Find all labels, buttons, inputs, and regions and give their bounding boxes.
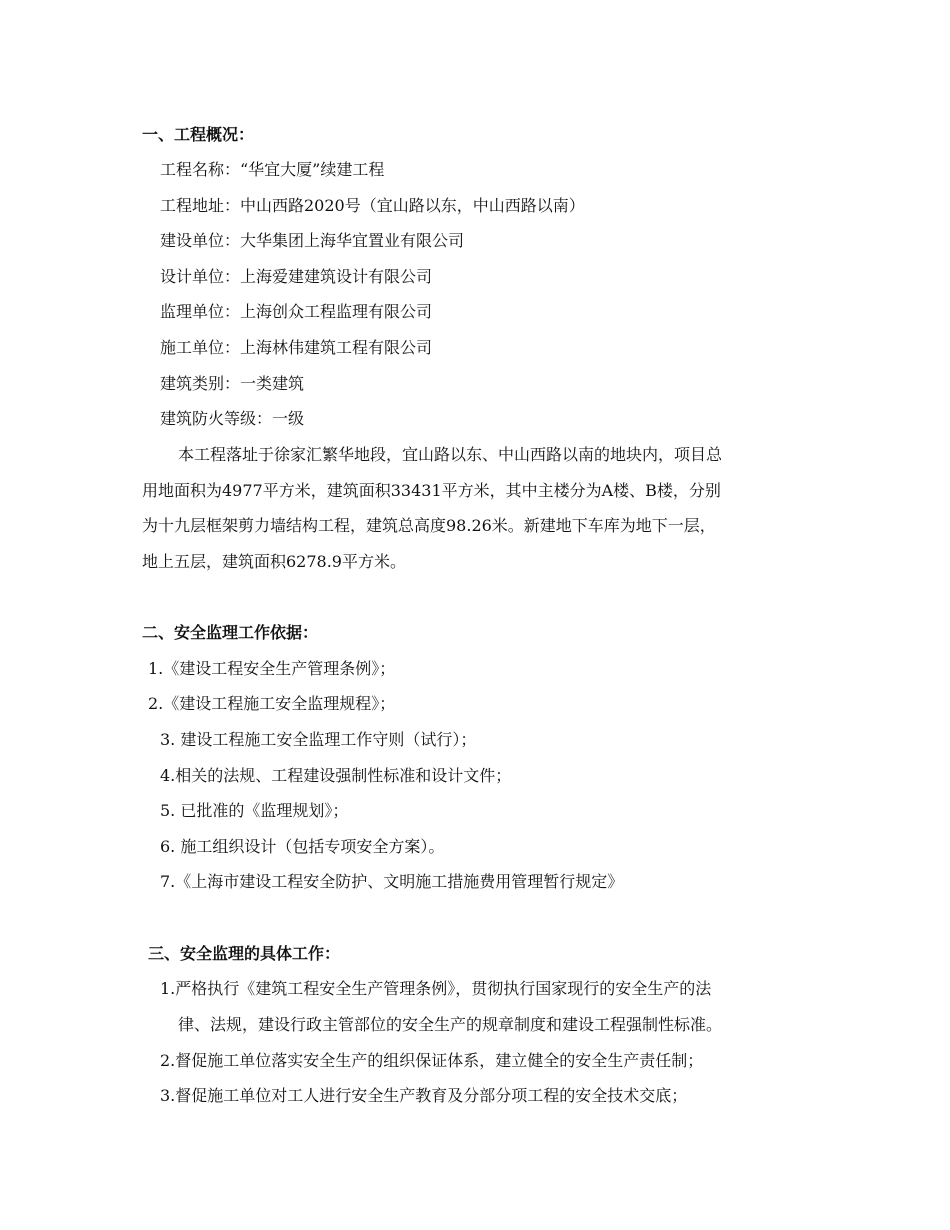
overview-paragraph-line: 用地面积为4977平方米，建筑面积33431平方米，其中主楼分为A楼、B楼，分别: [142, 481, 721, 500]
basis-list-item: 2.《建设工程施工安全监理规程》；: [148, 694, 396, 713]
work-list-item: 2.督促施工单位落实安全生产的组织保证体系，建立健全的安全生产责任制；: [160, 1051, 704, 1070]
overview-paragraph-line: 地上五层，建筑面积6278.9平方米。: [142, 552, 406, 571]
work-list-item: 1.严格执行《建筑工程安全生产管理条例》，贯彻执行国家现行的安全生产的法: [160, 979, 712, 998]
section-heading-basis: 二、安全监理工作依据：: [142, 623, 319, 642]
basis-list-item: 1.《建设工程安全生产管理条例》；: [148, 659, 396, 678]
field-owner: 建设单位：大华集团上海华宜置业有限公司: [160, 231, 465, 250]
field-fire-rating: 建筑防火等级：一级: [160, 409, 305, 428]
overview-paragraph-line: 为十九层框架剪力墙结构工程，建筑总高度98.26米。新建地下车库为地下一层，: [142, 516, 716, 535]
section-heading-overview: 一、工程概况：: [142, 125, 255, 144]
basis-list-item: 3. 建设工程施工安全监理工作守则（试行）；: [160, 730, 477, 749]
field-contractor: 施工单位：上海林伟建筑工程有限公司: [160, 338, 433, 357]
field-project-address: 工程地址：中山西路2020号（宜山路以东，中山西路以南）: [160, 196, 585, 215]
basis-list-item: 6. 施工组织设计（包括专项安全方案）。: [160, 837, 445, 856]
field-supervisor: 监理单位：上海创众工程监理有限公司: [160, 302, 433, 321]
field-project-name: 工程名称：“华宜大厦”续建工程: [160, 160, 385, 179]
work-list-item: 3.督促施工单位对工人进行安全生产教育及分部分项工程的安全技术交底；: [160, 1086, 688, 1105]
field-designer: 设计单位：上海爱建建筑设计有限公司: [160, 267, 433, 286]
work-list-item-continuation: 律、法规，建设行政主管部位的安全生产的规章制度和建设工程强制性标准。: [178, 1015, 723, 1034]
basis-list-item: 4.相关的法规、工程建设强制性标准和设计文件；: [160, 766, 512, 785]
overview-paragraph-line: 本工程落址于徐家汇繁华地段，宜山路以东、中山西路以南的地块内，项目总: [178, 445, 723, 464]
basis-list-item: 5. 已批准的《监理规划》；: [160, 801, 349, 820]
basis-list-item: 7.《上海市建设工程安全防护、文明施工措施费用管理暂行规定》: [160, 872, 624, 891]
field-building-class: 建筑类别：一类建筑: [160, 374, 305, 393]
section-heading-specific-work: 三、安全监理的具体工作：: [148, 944, 341, 963]
